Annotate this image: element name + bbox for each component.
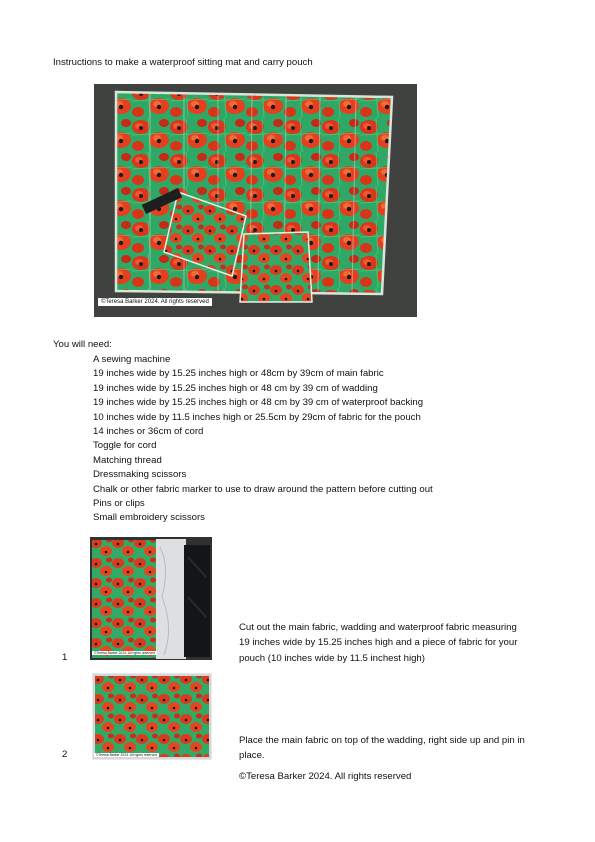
you-will-need-label: You will need: (53, 339, 112, 350)
hero-photo (94, 84, 417, 317)
step-text: Place the main fabric on top of the wadding, right side up and pin in place. (239, 735, 525, 762)
list-item: 19 inches wide by 15.25 inches high or 48 cm by 39 cm of waterproof backing (93, 397, 424, 409)
step-text: Cut out the main fabric, wadding and waterproof fabric measuring 19 inches wide by 15.25 inches high and a piece of fabric for your pouch (10 inches wide by 11.5 inchest high) (239, 622, 518, 664)
step-number: 1 (62, 652, 68, 663)
step-1-photo (90, 537, 212, 660)
photo-copyright: ©Teresa Barker 2024. All rights reserved (96, 753, 157, 757)
list-item: 19 inches wide by 15.25 inches high or 48cm by 39cm of main fabric (93, 368, 384, 380)
list-item: Toggle for cord (93, 440, 157, 452)
footer-copyright: ©Teresa Barker 2024. All rights reserved (239, 771, 412, 782)
fabric-layers-illustration (90, 537, 212, 660)
list-item: Small embroidery scissors (93, 512, 205, 524)
list-item: 10 inches wide by 11.5 inches high or 25.5cm by 29cm of fabric for the pouch (93, 411, 421, 423)
sitting-mat-illustration (94, 84, 417, 317)
step-2-photo (92, 673, 212, 760)
list-item: Chalk or other fabric marker to use to draw around the pattern before cutting out (93, 483, 433, 495)
fabric-on-wadding-illustration (92, 673, 212, 760)
photo-copyright: ©Teresa Barker 2024. All rights reserved (94, 651, 155, 655)
page-title: Instructions to make a waterproof sitting mat and carry pouch (53, 57, 313, 68)
list-item: Matching thread (93, 454, 162, 466)
materials-list (93, 353, 433, 526)
list-item: 19 inches wide by 15.25 inches high or 48 cm by 39 cm of wadding (93, 382, 378, 394)
list-item: Dressmaking scissors (93, 469, 187, 481)
list-item: 14 inches or 36cm of cord (93, 426, 204, 438)
list-item: A sewing machine (93, 354, 171, 365)
step-number: 2 (62, 749, 68, 760)
list-item: Pins or clips (93, 498, 145, 510)
photo-copyright: ©Teresa Barker 2024. All rights reserved (98, 298, 212, 306)
